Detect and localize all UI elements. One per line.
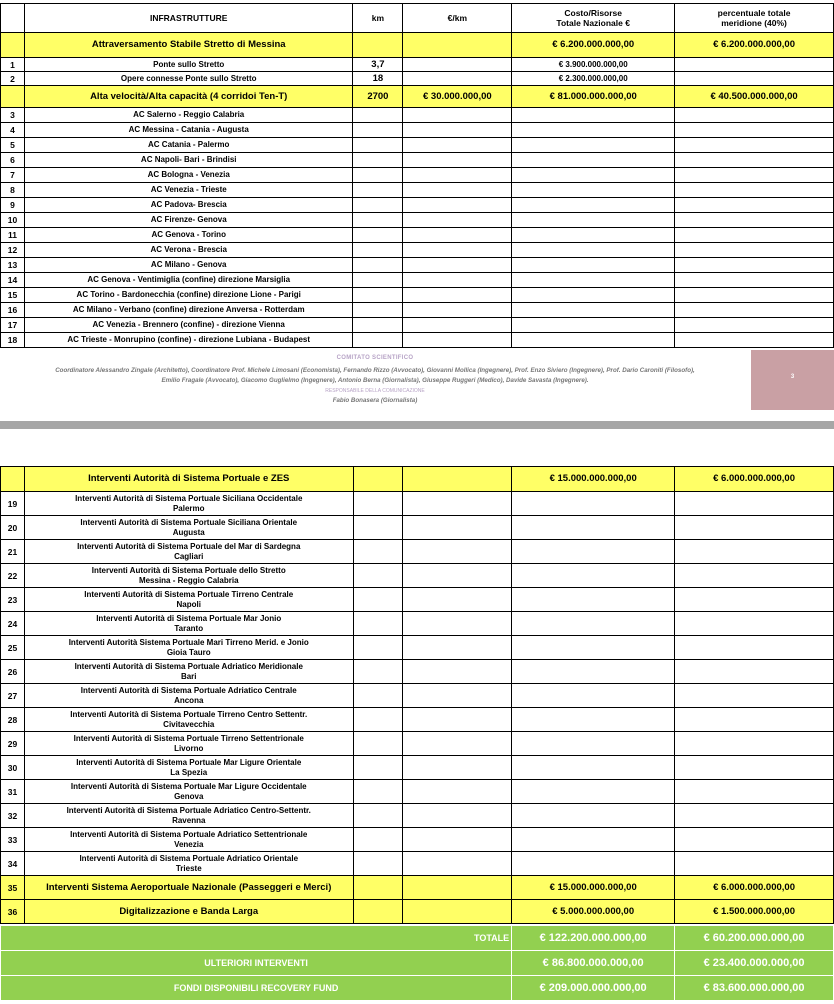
row-name-line1: Interventi Autorità di Sistema Portuale Adriatico Settentrionale bbox=[70, 829, 308, 839]
row-num: 23 bbox=[1, 588, 25, 612]
row-name bbox=[24, 756, 353, 780]
table-row bbox=[1, 288, 834, 303]
row-num: 9 bbox=[1, 198, 25, 213]
row-name-line2: La Spezia bbox=[170, 767, 208, 777]
row-name bbox=[24, 588, 353, 612]
row-name-line2: Bari bbox=[180, 671, 197, 681]
table-row bbox=[1, 318, 834, 333]
row-name-line1: Interventi Autorità di Sistema Portuale Adriatico Centrale bbox=[80, 685, 297, 695]
row-name: AC Salerno - Reggio Calabria bbox=[24, 108, 352, 123]
row-num: 6 bbox=[1, 153, 25, 168]
totals-table bbox=[0, 925, 834, 1001]
group-south: € 6.000.000.000,00 bbox=[675, 876, 834, 900]
row-num: 32 bbox=[1, 804, 25, 828]
row-num: 24 bbox=[1, 612, 25, 636]
row-num: 21 bbox=[1, 540, 25, 564]
table-row bbox=[1, 852, 834, 876]
digital-group-row bbox=[1, 900, 834, 924]
row-name-line1: Interventi Autorità di Sistema Portuale Mar Jonio bbox=[96, 613, 282, 623]
row-name bbox=[24, 660, 353, 684]
row-name-line2: Palermo bbox=[172, 503, 205, 513]
row-name-line1: Interventi Autorità di Sistema Portuale Tirreno Centro Settentr. bbox=[70, 709, 308, 719]
row-name: AC Genova - Torino bbox=[24, 228, 352, 243]
row-num: 18 bbox=[1, 333, 25, 348]
row-num: 7 bbox=[1, 168, 25, 183]
committee-members-line1: Coordinatore Alessandro Zingale (Architetto), Coordinatore Prof. Michele Limosani (Economista), Fernando Rizzo (Avvocato), Giovanni Mollica (Ingegnere), Prof. Enzo Siviero (Ingegnere), Prof. Dario Caroniti (Filosofo), bbox=[55, 367, 695, 374]
totals-label: FONDI DISPONIBILI RECOVERY FUND bbox=[1, 976, 512, 1001]
committee-title: COMITATO SCIENTIFICO bbox=[336, 355, 414, 361]
totals-row bbox=[1, 926, 834, 951]
row-name-line2: Ancona bbox=[174, 695, 204, 705]
row-cost: € 2.300.000.000,00 bbox=[512, 72, 675, 86]
row-name-line1: Interventi Autorità di Sistema Portuale Adriatico Centro-Settentr. bbox=[66, 805, 311, 815]
row-num: 15 bbox=[1, 288, 25, 303]
page-number: 3 bbox=[790, 374, 795, 380]
table-row bbox=[1, 58, 834, 72]
group-south: € 6.200.000.000,00 bbox=[675, 33, 834, 58]
table-row bbox=[1, 804, 834, 828]
row-name: AC Milano - Genova bbox=[24, 258, 352, 273]
table-row bbox=[1, 273, 834, 288]
table-row bbox=[1, 564, 834, 588]
row-name bbox=[24, 708, 353, 732]
row-num: 35 bbox=[1, 876, 25, 900]
row-name-line2: Messina - Reggio Calabria bbox=[138, 575, 239, 585]
row-name bbox=[24, 492, 353, 516]
page-separator bbox=[0, 421, 834, 429]
group-cost: € 81.000.000.000,00 bbox=[512, 86, 675, 108]
communication-name: Fabio Bonasera (Giornalista) bbox=[332, 397, 418, 404]
header-south-line2: meridione (40%) bbox=[721, 18, 787, 28]
row-num: 25 bbox=[1, 636, 25, 660]
totals-label: TOTALE bbox=[1, 926, 512, 951]
row-name: AC Genova - Ventimiglia (confine) direzione Marsiglia bbox=[24, 273, 352, 288]
table-row bbox=[1, 612, 834, 636]
table-row bbox=[1, 138, 834, 153]
row-name-line1: Interventi Autorità di Sistema Portuale Mar Ligure Orientale bbox=[76, 757, 302, 767]
table-row bbox=[1, 183, 834, 198]
row-num: 5 bbox=[1, 138, 25, 153]
table-row bbox=[1, 333, 834, 348]
table-row bbox=[1, 780, 834, 804]
table-row bbox=[1, 213, 834, 228]
row-name-line2: Augusta bbox=[172, 527, 205, 537]
row-name-line1: Interventi Autorità di Sistema Portuale Mar Ligure Occidentale bbox=[70, 781, 307, 791]
row-name-line2: Venezia bbox=[174, 839, 204, 849]
table-row bbox=[1, 153, 834, 168]
row-name: AC Firenze- Genova bbox=[24, 213, 352, 228]
header-south-line1: percentuale totale bbox=[717, 8, 791, 18]
row-num: 27 bbox=[1, 684, 25, 708]
row-name-line1: Interventi Autorità di Sistema Portuale Tirreno Centrale bbox=[84, 589, 294, 599]
row-name: AC Bologna - Venezia bbox=[24, 168, 352, 183]
row-num: 16 bbox=[1, 303, 25, 318]
row-name: AC Milano - Verbano (confine) direzione Anversa - Rotterdam bbox=[24, 303, 352, 318]
row-name-line2: Civitavecchia bbox=[163, 719, 215, 729]
row-km: 3,7 bbox=[353, 58, 403, 72]
row-num: 28 bbox=[1, 708, 25, 732]
row-name: AC Trieste - Monrupino (confine) - direzione Lubiana - Budapest bbox=[24, 333, 352, 348]
row-name: Opere connesse Ponte sullo Stretto bbox=[24, 72, 352, 86]
totals-cost: € 122.200.000.000,00 bbox=[512, 926, 675, 951]
row-name-line2: Livorno bbox=[174, 743, 204, 753]
totals-south: € 60.200.000.000,00 bbox=[675, 926, 834, 951]
group-cost: € 5.000.000.000,00 bbox=[512, 900, 675, 924]
row-num: 31 bbox=[1, 780, 25, 804]
header-row bbox=[1, 4, 834, 33]
row-num: 30 bbox=[1, 756, 25, 780]
row-num: 13 bbox=[1, 258, 25, 273]
row-num: 20 bbox=[1, 516, 25, 540]
row-num: 33 bbox=[1, 828, 25, 852]
row-name bbox=[24, 636, 353, 660]
row-num: 10 bbox=[1, 213, 25, 228]
row-num: 36 bbox=[1, 900, 25, 924]
table-row bbox=[1, 492, 834, 516]
row-name bbox=[24, 780, 353, 804]
row-name-line2: Ravenna bbox=[172, 815, 206, 825]
row-name: AC Messina - Catania - Augusta bbox=[24, 123, 352, 138]
table-row bbox=[1, 303, 834, 318]
table-row bbox=[1, 258, 834, 273]
row-name-line1: Interventi Autorità di Sistema Portuale Tirreno Settentrionale bbox=[73, 733, 304, 743]
communication-title: RESPONSABILE DELLA COMUNICAZIONE bbox=[325, 388, 425, 394]
row-name bbox=[24, 852, 353, 876]
group-cost: € 6.200.000.000,00 bbox=[512, 33, 675, 58]
group-label: Interventi Sistema Aeroportuale Nazionale (Passeggeri e Merci) bbox=[24, 876, 353, 900]
row-name: AC Padova- Brescia bbox=[24, 198, 352, 213]
table-row bbox=[1, 636, 834, 660]
row-name-line1: Interventi Autorità di Sistema Portuale dello Stretto bbox=[91, 565, 286, 575]
row-name-line1: Interventi Autorità di Sistema Portuale Siciliana Occidentale bbox=[75, 493, 303, 503]
table-row bbox=[1, 72, 834, 86]
table-row bbox=[1, 684, 834, 708]
infrastructure-table-top bbox=[0, 3, 834, 348]
row-name bbox=[24, 732, 353, 756]
totals-cost: € 209.000.000.000,00 bbox=[512, 976, 675, 1001]
row-name-line1: Interventi Autorità di Sistema Portuale del Mar di Sardegna bbox=[77, 541, 301, 551]
infrastructure-table-bottom bbox=[0, 466, 834, 924]
row-name-line2: Taranto bbox=[174, 623, 204, 633]
group-label: Digitalizzazione e Banda Larga bbox=[24, 900, 353, 924]
row-name bbox=[24, 684, 353, 708]
table-row bbox=[1, 708, 834, 732]
air-group-row bbox=[1, 876, 834, 900]
port-group-row bbox=[1, 467, 834, 492]
row-num: 34 bbox=[1, 852, 25, 876]
page-footer bbox=[0, 350, 834, 410]
group-km: 2700 bbox=[353, 86, 403, 108]
group-label: Interventi Autorità di Sistema Portuale e ZES bbox=[24, 467, 353, 492]
header-infra: INFRASTRUTTURE bbox=[24, 4, 352, 33]
row-name: AC Venezia - Trieste bbox=[24, 183, 352, 198]
group-cost: € 15.000.000.000,00 bbox=[512, 467, 675, 492]
row-num: 3 bbox=[1, 108, 25, 123]
row-num: 1 bbox=[1, 58, 25, 72]
totals-row bbox=[1, 976, 834, 1001]
row-name bbox=[24, 516, 353, 540]
header-num bbox=[1, 4, 25, 33]
group-label: Alta velocità/Alta capacità (4 corridoi Ten-T) bbox=[24, 86, 352, 108]
hs-group-row bbox=[1, 86, 834, 108]
header-south bbox=[675, 4, 834, 33]
row-km: 18 bbox=[353, 72, 403, 86]
row-name bbox=[24, 612, 353, 636]
row-name-line2: Trieste bbox=[175, 863, 202, 873]
row-num: 14 bbox=[1, 273, 25, 288]
table-row bbox=[1, 123, 834, 138]
group-south: € 6.000.000.000,00 bbox=[675, 467, 834, 492]
row-name-line1: Interventi Autorità di Sistema Portuale Adriatico Orientale bbox=[79, 853, 299, 863]
row-name: AC Catania - Palermo bbox=[24, 138, 352, 153]
row-name-line2: Napoli bbox=[176, 599, 201, 609]
table-row bbox=[1, 660, 834, 684]
row-name bbox=[24, 828, 353, 852]
row-num: 2 bbox=[1, 72, 25, 86]
table-row bbox=[1, 108, 834, 123]
totals-cost: € 86.800.000.000,00 bbox=[512, 951, 675, 976]
row-num: 19 bbox=[1, 492, 25, 516]
table-row bbox=[1, 198, 834, 213]
committee-members-line2: Emilio Fragale (Avvocato), Giacomo Guglielmo (Ingegnere), Antonio Berna (Giornalista), Giuseppe Ruggeri (Medico), Davide Savasta (Ingegnere). bbox=[161, 377, 589, 384]
totals-south: € 83.600.000.000,00 bbox=[675, 976, 834, 1001]
row-num: 11 bbox=[1, 228, 25, 243]
totals-label: ULTERIORI INTERVENTI bbox=[1, 951, 512, 976]
table-row bbox=[1, 243, 834, 258]
group-label: Attraversamento Stabile Stretto di Messina bbox=[24, 33, 352, 58]
row-num: 17 bbox=[1, 318, 25, 333]
group-south: € 1.500.000.000,00 bbox=[675, 900, 834, 924]
row-num: 29 bbox=[1, 732, 25, 756]
row-num: 22 bbox=[1, 564, 25, 588]
table-row bbox=[1, 228, 834, 243]
row-num: 12 bbox=[1, 243, 25, 258]
bridge-group-row bbox=[1, 33, 834, 58]
row-name: Ponte sullo Stretto bbox=[24, 58, 352, 72]
header-km: km bbox=[353, 4, 403, 33]
totals-row bbox=[1, 951, 834, 976]
row-name: AC Verona - Brescia bbox=[24, 243, 352, 258]
row-name-line2: Genova bbox=[174, 791, 204, 801]
row-name-line1: Interventi Autorità di Sistema Portuale Siciliana Orientale bbox=[80, 517, 298, 527]
row-num: 26 bbox=[1, 660, 25, 684]
header-cost-line1: Costo/Risorse bbox=[564, 8, 622, 18]
header-per-km: €/km bbox=[403, 4, 512, 33]
row-name-line1: Interventi Autorità di Sistema Portuale Adriatico Meridionale bbox=[74, 661, 303, 671]
row-name bbox=[24, 804, 353, 828]
row-name-line2: Gioia Tauro bbox=[166, 647, 211, 657]
row-num: 8 bbox=[1, 183, 25, 198]
row-name-line1: Interventi Autorità Sistema Portuale Mari Tirreno Merid. e Jonio bbox=[68, 637, 309, 647]
group-south: € 40.500.000.000,00 bbox=[675, 86, 834, 108]
group-cost: € 15.000.000.000,00 bbox=[512, 876, 675, 900]
header-cost bbox=[512, 4, 675, 33]
table-row bbox=[1, 732, 834, 756]
row-cost: € 3.900.000.000,00 bbox=[512, 58, 675, 72]
table-row bbox=[1, 756, 834, 780]
row-name: AC Venezia - Brennero (confine) - direzione Vienna bbox=[24, 318, 352, 333]
totals-south: € 23.400.000.000,00 bbox=[675, 951, 834, 976]
row-name bbox=[24, 540, 353, 564]
row-num: 4 bbox=[1, 123, 25, 138]
table-row bbox=[1, 168, 834, 183]
group-per-km: € 30.000.000,00 bbox=[403, 86, 512, 108]
table-row bbox=[1, 540, 834, 564]
page-number-box bbox=[751, 350, 834, 410]
row-name: AC Torino - Bardonecchia (confine) direzione Lione - Parigi bbox=[24, 288, 352, 303]
row-name: AC Napoli- Bari - Brindisi bbox=[24, 153, 352, 168]
table-row bbox=[1, 516, 834, 540]
header-cost-line2: Totale Nazionale € bbox=[556, 18, 630, 28]
table-row bbox=[1, 588, 834, 612]
table-row bbox=[1, 828, 834, 852]
row-name bbox=[24, 564, 353, 588]
row-name-line2: Cagliari bbox=[174, 551, 204, 561]
